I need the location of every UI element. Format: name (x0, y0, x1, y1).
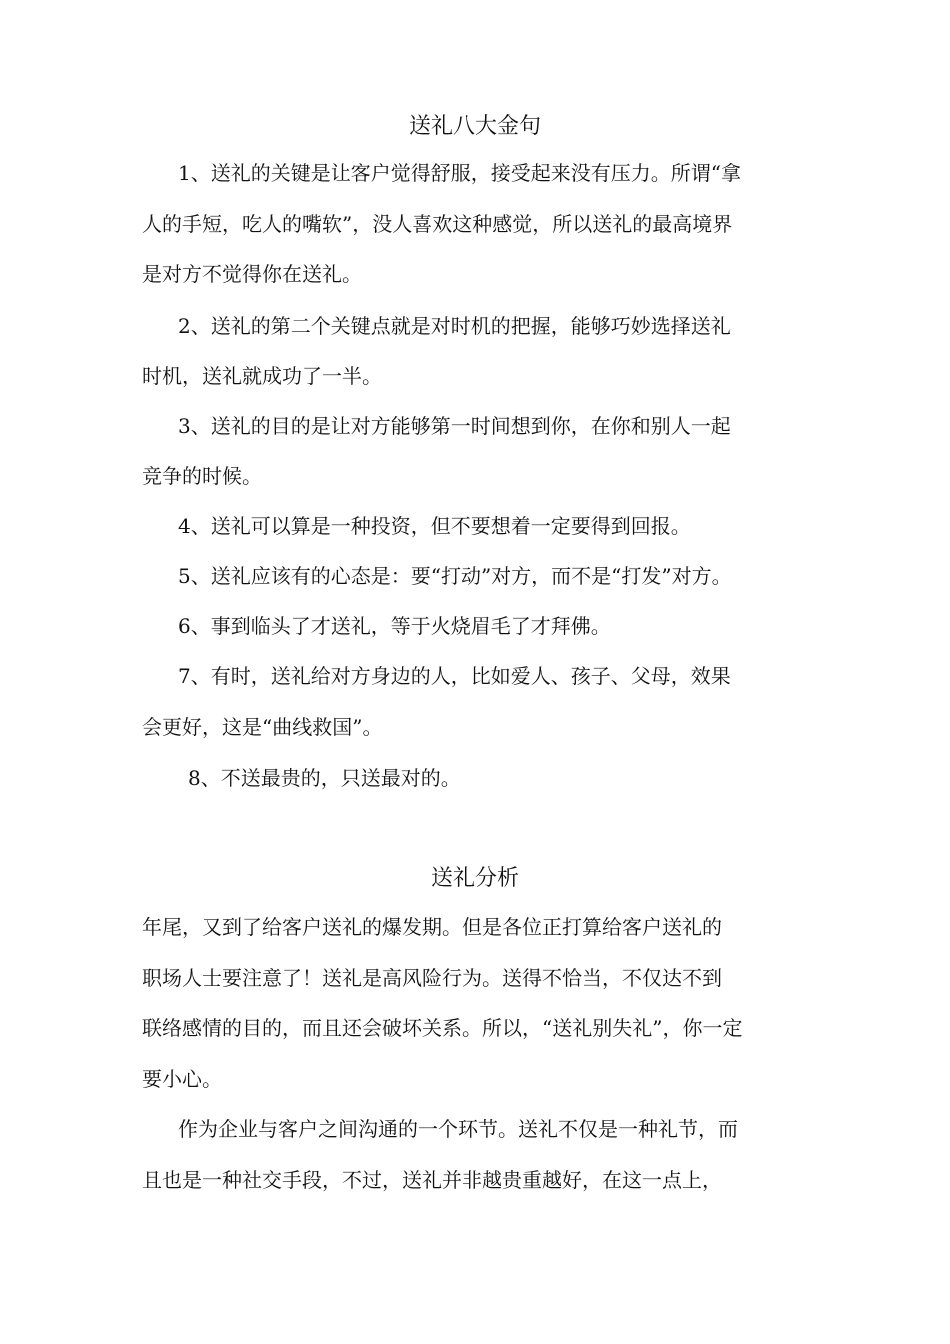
quote-2-line-2: 时机，送礼就成功了一半。 (142, 364, 382, 388)
quote-3-line-1: 3、送礼的目的是让对方能够第一时间想到你，在你和别人一起 (178, 414, 731, 438)
analysis-para-1-line-2: 职场人士要注意了！送礼是高风险行为。送得不恰当，不仅达不到 (142, 966, 722, 990)
quote-3-line-2: 竞争的时候。 (142, 464, 262, 488)
analysis-para-1-line-4: 要小心。 (142, 1067, 222, 1091)
quote-4: 4、送礼可以算是一种投资，但不要想着一定要得到回报。 (178, 514, 691, 538)
quote-1-line-2: 人的手短，吃人的嘴软”，没人喜欢这种感觉，所以送礼的最高境界 (142, 212, 733, 236)
quote-7-line-1: 7、有时，送礼给对方身边的人，比如爱人、孩子、父母，效果 (178, 664, 731, 688)
quote-7-line-2: 会更好，这是“曲线救国”。 (142, 715, 383, 739)
quote-2-line-1: 2、送礼的第二个关键点就是对时机的把握，能够巧妙选择送礼 (178, 314, 731, 338)
section-title-gift-analysis: 送礼分析 (430, 866, 519, 891)
quote-6: 6、事到临头了才送礼，等于火烧眉毛了才拜佛。 (178, 614, 611, 638)
quote-5: 5、送礼应该有的心态是：要“打动”对方，而不是“打发”对方。 (178, 564, 732, 588)
analysis-para-1-line-1: 年尾，又到了给客户送礼的爆发期。但是各位正打算给客户送礼的 (142, 915, 722, 939)
analysis-para-2-line-2: 且也是一种社交手段，不过，送礼并非越贵重越好，在这一点上， (142, 1168, 722, 1192)
quote-1-line-1: 1、送礼的关键是让客户觉得舒服，接受起来没有压力。所谓“拿 (178, 161, 741, 185)
analysis-para-1-line-3: 联络感情的目的，而且还会破坏关系。所以，“送礼别失礼”，你一定 (142, 1016, 743, 1040)
analysis-para-2-line-1: 作为企业与客户之间沟通的一个环节。送礼不仅是一种礼节，而 (178, 1117, 738, 1141)
section-title-gift-quotes: 送礼八大金句 (408, 114, 541, 139)
quote-1-line-3: 是对方不觉得你在送礼。 (142, 262, 362, 286)
quote-8: 8、不送最贵的，只送最对的。 (188, 766, 461, 790)
